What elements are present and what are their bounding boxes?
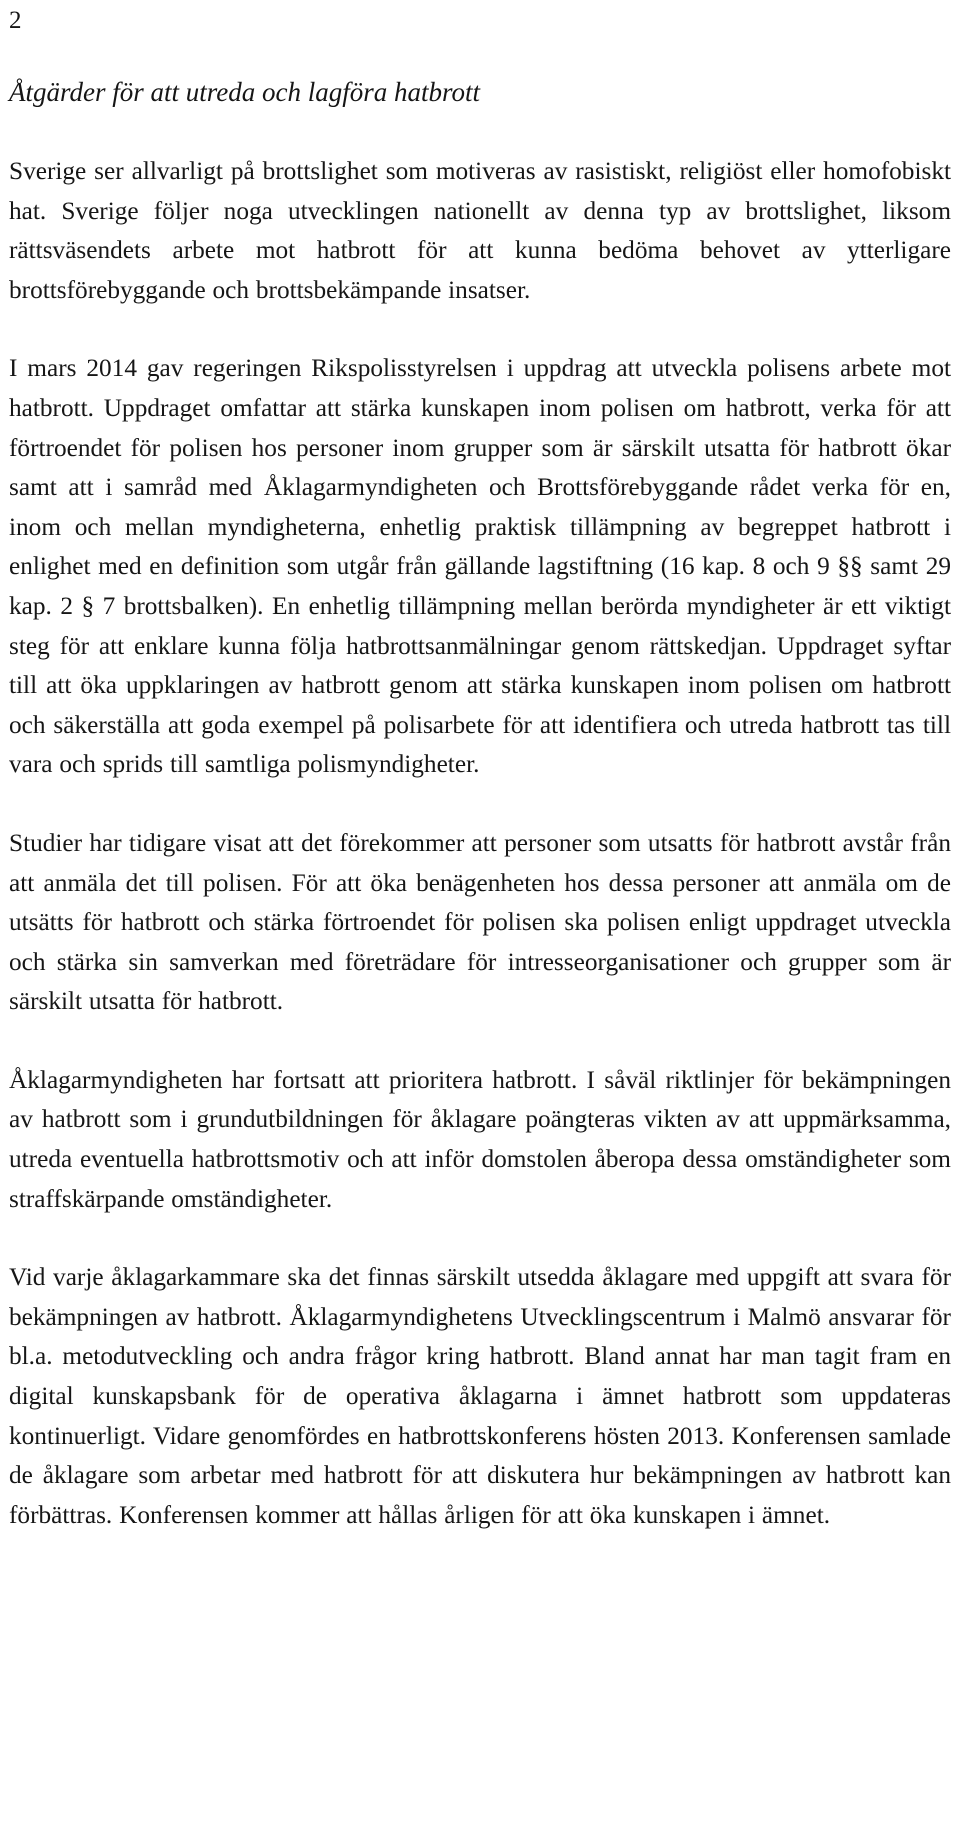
paragraph-intro: Sverige ser allvarligt på brottslighet som motiveras av rasistiskt, religiöst eller homofobiskt hat. Sverige följer noga utvecklingen nationellt av denna typ av brottslighet, liksom rättsväsendets arbete mot hatbrott för att kunna bedöma behovet av ytterligare brottsförebyggande och brottsbekämpande insatser. [9, 157, 951, 304]
paragraph-police-assignment: I mars 2014 gav regeringen Rikspolisstyrelsen i uppdrag att utveckla polisens arbete mot hatbrott. Uppdraget omfattar att stärka kunskapen inom polisen om hatbrott, verka för att förtroendet för polisen hos personer inom grupper som är särskilt utsatta för hatbrott ökar samt att i samråd med Åklagarmyndigheten och Brottsförebyggande rådet verka för en, inom och mellan myndigheterna, enhetlig praktisk tillämpning av begreppet hatbrott i enlighet med en definition som utgår från gällande lagstiftning (16 kap. 8 och 9 §§ samt 29 kap. 2 § 7 brottsbalken). En enhetlig tillämpning mellan berörda myndigheter är ett viktigt steg för att enklare kunna följa hatbrottsanmälningar genom rättskedjan. Uppdraget syftar till att öka uppklaringen av hatbrott genom att stärka kunskapen inom polisen om hatbrott och säkerställa att goda exempel på polisarbete för att identifiera och utreda hatbrott tas till vara och sprids till samtliga polismyndigheter. [9, 354, 951, 779]
section-heading: Åtgärder för att utreda och lagföra hatbrott [9, 77, 480, 107]
paragraph-prosecutor-offices: Vid varje åklagarkammare ska det finnas särskilt utsedda åklagare med uppgift att svara för bekämpningen av hatbrott. Åklagarmyndighetens Utvecklingscentrum i Malmö ansvarar för bl.a. metodutveckling och andra frågor kring hatbrott. Bland annat har man tagit fram en digital kunskapsbank för de operativa åklagarna i ämnet hatbrott som uppdateras kontinuerligt. Vidare genomfördes en hatbrottskonferens hösten 2013. Konferensen samlade de åklagare som arbetar med hatbrott för att diskutera hur bekämpningen av hatbrott kan förbättras. Konferensen kommer att hållas årligen för att öka kunskapen i ämnet. [9, 1263, 951, 1529]
paragraph-reporting-studies: Studier har tidigare visat att det förekommer att personer som utsatts för hatbrott avstår från att anmäla det till polisen. För att öka benägenheten hos dessa personer att anmäla om de utsätts för hatbrott och stärka förtroendet för polisen ska polisen enligt uppdraget utveckla och stärka sin samverkan med företrädare för intresseorganisationer och grupper som är särskilt utsatta för hatbrott. [9, 828, 951, 1016]
body-text [9, 152, 951, 1574]
paragraph-prosecution-authority: Åklagarmyndigheten har fortsatt att prioritera hatbrott. I såväl riktlinjer för bekämpningen av hatbrott som i grundutbildningen för åklagare poängteras vikten av att uppmärksamma, utreda eventuella hatbrottsmotiv och att inför domstolen åberopa dessa omständigheter som straffskärpande omständigheter. [9, 1065, 951, 1213]
page-number: 2 [9, 7, 22, 34]
